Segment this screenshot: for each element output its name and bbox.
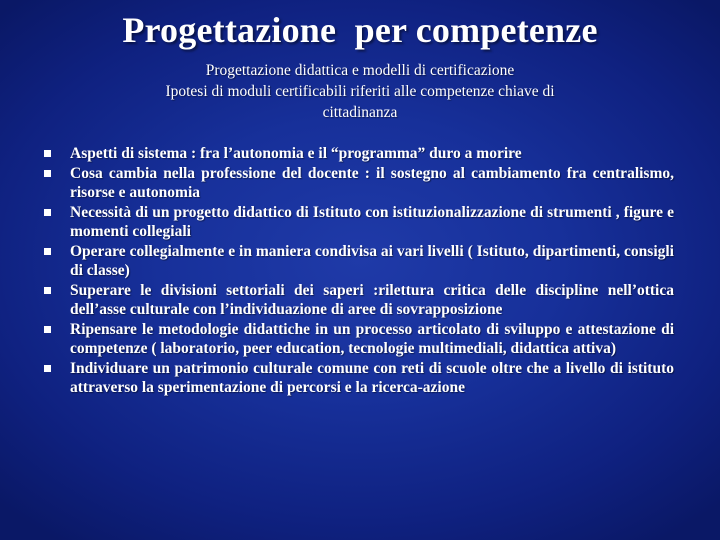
subtitle-line: Ipotesi di moduli certificabili riferiti alle competenze chiave di <box>165 83 555 100</box>
bullet-text: Cosa cambia nella professione del docente : il sostegno al cambiamento fra centralismo, risorse e autonomia <box>70 164 674 201</box>
bullet-text: Individuare un patrimonio culturale comune con reti di scuole oltre che a livello di istituto attraverso la sperimentazione di percorsi e la ricerca-azione <box>70 359 674 396</box>
square-bullet-icon <box>44 170 51 177</box>
slide-subtitle <box>60 60 660 123</box>
bullet-item <box>44 281 674 320</box>
square-bullet-icon <box>44 248 51 255</box>
bullet-item <box>44 144 674 164</box>
bullet-item <box>44 359 674 398</box>
bullet-text: Necessità di un progetto didattico di Istituto con istituzionalizzazione di strumenti , figure e momenti collegiali <box>70 203 674 240</box>
square-bullet-icon <box>44 326 51 333</box>
bullet-item <box>44 320 674 359</box>
bullet-list <box>44 144 674 398</box>
square-bullet-icon <box>44 287 51 294</box>
bullet-text: Ripensare le metodologie didattiche in un processo articolato di sviluppo e attestazione di competenze ( laboratorio, peer education, tecnologie multimediali, didattica attiva) <box>70 320 674 357</box>
subtitle-line: cittadinanza <box>322 104 398 121</box>
bullet-item <box>44 203 674 242</box>
bullet-item <box>44 164 674 203</box>
slide-title: Progettazione per competenze <box>122 10 598 50</box>
square-bullet-icon <box>44 209 51 216</box>
subtitle-line: Progettazione didattica e modelli di certificazione <box>205 62 515 79</box>
bullet-text: Aspetti di sistema : fra l’autonomia e il “programma” duro a morire <box>70 145 522 162</box>
square-bullet-icon <box>44 150 51 157</box>
bullet-item <box>44 242 674 281</box>
bullet-text: Superare le divisioni settoriali dei saperi :rilettura critica delle discipline nell’ottica dell’asse culturale con l’individuazione di aree di sovrapposizione <box>70 281 674 318</box>
square-bullet-icon <box>44 365 51 372</box>
bullet-text: Operare collegialmente e in maniera condivisa ai vari livelli ( Istituto, dipartimenti, consigli di classe) <box>70 242 674 279</box>
